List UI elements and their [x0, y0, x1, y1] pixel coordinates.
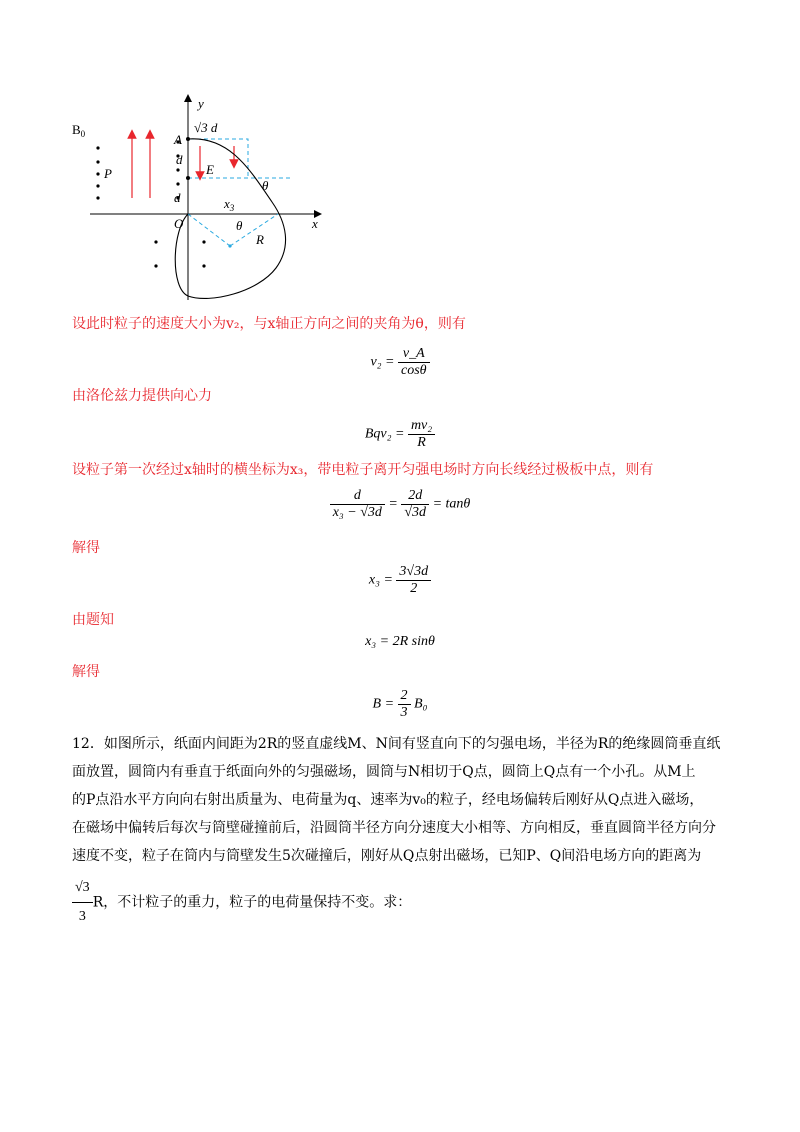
label-d1: d: [176, 152, 183, 167]
solution-line-3: 设粒子第一次经过x轴时的横坐标为x₃，带电粒子离开匀强电场时方向长线经过极板中点，则有: [72, 462, 654, 478]
label-r: R: [256, 232, 264, 247]
label-theta2: θ: [236, 218, 243, 233]
equation-6: B = $\frac{2}{3}$ B₀: [372, 688, 428, 720]
problem-line-1: 12．如图所示，纸面内间距为2R的竖直虚线M、N间有竖直向下的匀强电场，半径为R的绝缘圆筒垂直纸: [72, 736, 721, 752]
equation-4: x₃ = $\frac{3√3d}{2}$: [0, 564, 800, 597]
problem-line-5: 速度不变，粒子在筒内与筒壁发生5次碰撞后，刚好从Q点射出磁场，已知P、Q间沿电场方向的距离为: [72, 848, 702, 864]
equation-1: v₂ = $\frac{v\_A}{\cos\theta}$: [0, 346, 800, 379]
label-theta1: θ: [262, 178, 269, 193]
label-x: x: [312, 216, 318, 231]
physics-figure: [60, 90, 340, 310]
problem-line-6: $\frac{√3}{3}$ R，不计粒子的重力，粒子的电荷量保持不变。求：: [72, 874, 732, 931]
center-dot: [228, 244, 231, 247]
particle-trajectory: [175, 139, 285, 299]
problem-12: [72, 730, 732, 931]
solution-line-4: 解得: [72, 540, 100, 556]
magnetic-field-dots: [96, 140, 205, 267]
solution-line-1: 设此时粒子的速度大小为v₂，与x轴正方向之间的夹角为θ，则有: [72, 316, 466, 332]
label-o: O: [174, 216, 184, 231]
label-d2: d: [174, 190, 181, 205]
label-e: E: [206, 162, 214, 177]
label-p: P: [104, 166, 112, 181]
point-a-dot: [186, 137, 190, 141]
solution-line-6: 解得: [72, 664, 100, 680]
equation-3: $\frac{d}{\text{x₃ − √3d}}$ = $\frac{2d}{√3d}$ = tanθ: [0, 488, 800, 521]
label-a: A: [174, 132, 182, 147]
equation-2: Bqv₂ = $\frac{\text{mv₂}}{R}$: [0, 418, 800, 451]
label-sqrt3d: √3 d: [194, 120, 218, 135]
label-b0: $B_0$: [72, 122, 86, 139]
problem-line-3: 的P点沿水平方向向右射出质量为、电荷量为q、速率为v₀的粒子，经电场偏转后刚好从Q点进入磁场，: [72, 792, 704, 808]
label-x3: $x_3$: [224, 196, 235, 213]
label-y: y: [198, 96, 204, 111]
problem-line-4: 在磁场中偏转后每次与筒壁碰撞前后，沿圆筒半径方向分速度大小相等、方向相反，垂直圆筒半径方向分: [72, 820, 716, 836]
solution-line-2: 由洛伦兹力提供向心力: [72, 388, 212, 404]
equation-5: x₃ = 2R sinθ: [365, 634, 435, 649]
solution-line-5: 由题知: [72, 612, 114, 628]
point-e-dot: [186, 176, 190, 180]
problem-line-2: 面放置，圆筒内有垂直于纸面向外的匀强磁场，圆筒与N相切于Q点，圆筒上Q点有一个小孔。从M上: [72, 764, 696, 780]
